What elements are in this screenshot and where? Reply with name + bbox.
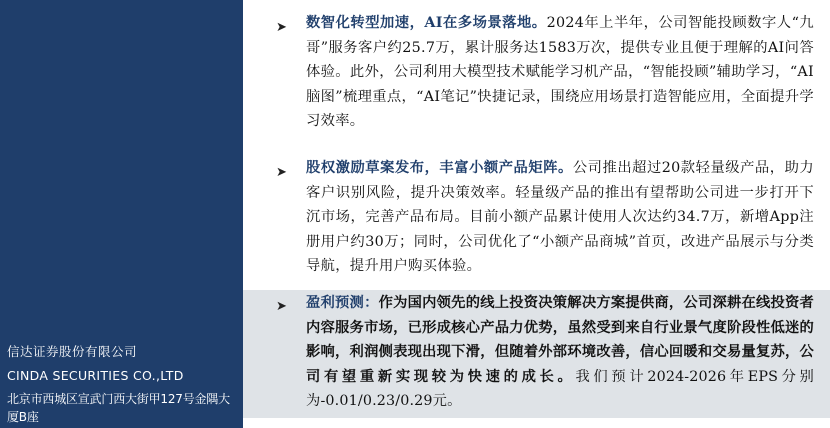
arrow-bullet-icon: ➤ [276,299,287,314]
section-body: 2024年上半年，公司智能投顾数字人“九哥”服务客户约25.7万，累计服务达1583万次，提供专业且便于理解的AI问答体验。此外，公司利用大模型技术赋能学习机产品，“智能投顾”辅助学习，“AI脑图”梳理重点，“AI笔记”快捷记录，围绕应用场景打造智能应用，全面提升学习效率。 [306,15,814,130]
section-body: 作为国内领先的线上投资决策解决方案提供商，公司深耕在线投资者内容服务市场，已形成核心产品力优势，虽然受到来自行业景气度阶段性低迷的影响，利润侧表现出现下滑，但随着外部环境改善，信心回暖和交易量复苏，公司有望重新实现较为快速的成长。 [306,295,815,385]
section-heading: 股权激励草案发布，丰富小额产品矩阵。 [306,160,573,176]
company-name-en: CINDA SECURITIES CO.,LTD [7,368,184,383]
arrow-bullet-icon: ➤ [276,165,287,180]
arrow-bullet-icon: ➤ [276,20,287,35]
section-heading: 盈利预测： [306,295,379,311]
section-paragraph [306,291,814,414]
company-address: 北京市西城区宣武门西大街甲127号金隅大厦B座 [7,392,230,424]
section-paragraph [306,11,814,134]
section-paragraph [306,156,814,279]
report-content [243,0,830,428]
sidebar [0,0,243,428]
section-earnings-forecast [243,290,830,418]
company-name-cn: 信达证券股份有限公司 [7,344,138,359]
eps-forecast-text: 我们预计2024-2026年EPS分别为-0.01/0.23/0.29元。 [306,368,814,410]
section-body: 公司推出超过20款轻量级产品，助力客户识别风险，提升决策效率。轻量级产品的推出有望帮助公司进一步打开下沉市场，完善产品布局。目前小额产品累计使用人次达约34.7万，新增App注册用户约30万；同时，公司优化了“小额产品商城”首页，改进产品展示与分类导航，提升用户购买体验。 [306,160,814,275]
section-heading: 数智化转型加速，AI在多场景落地。 [306,15,547,31]
